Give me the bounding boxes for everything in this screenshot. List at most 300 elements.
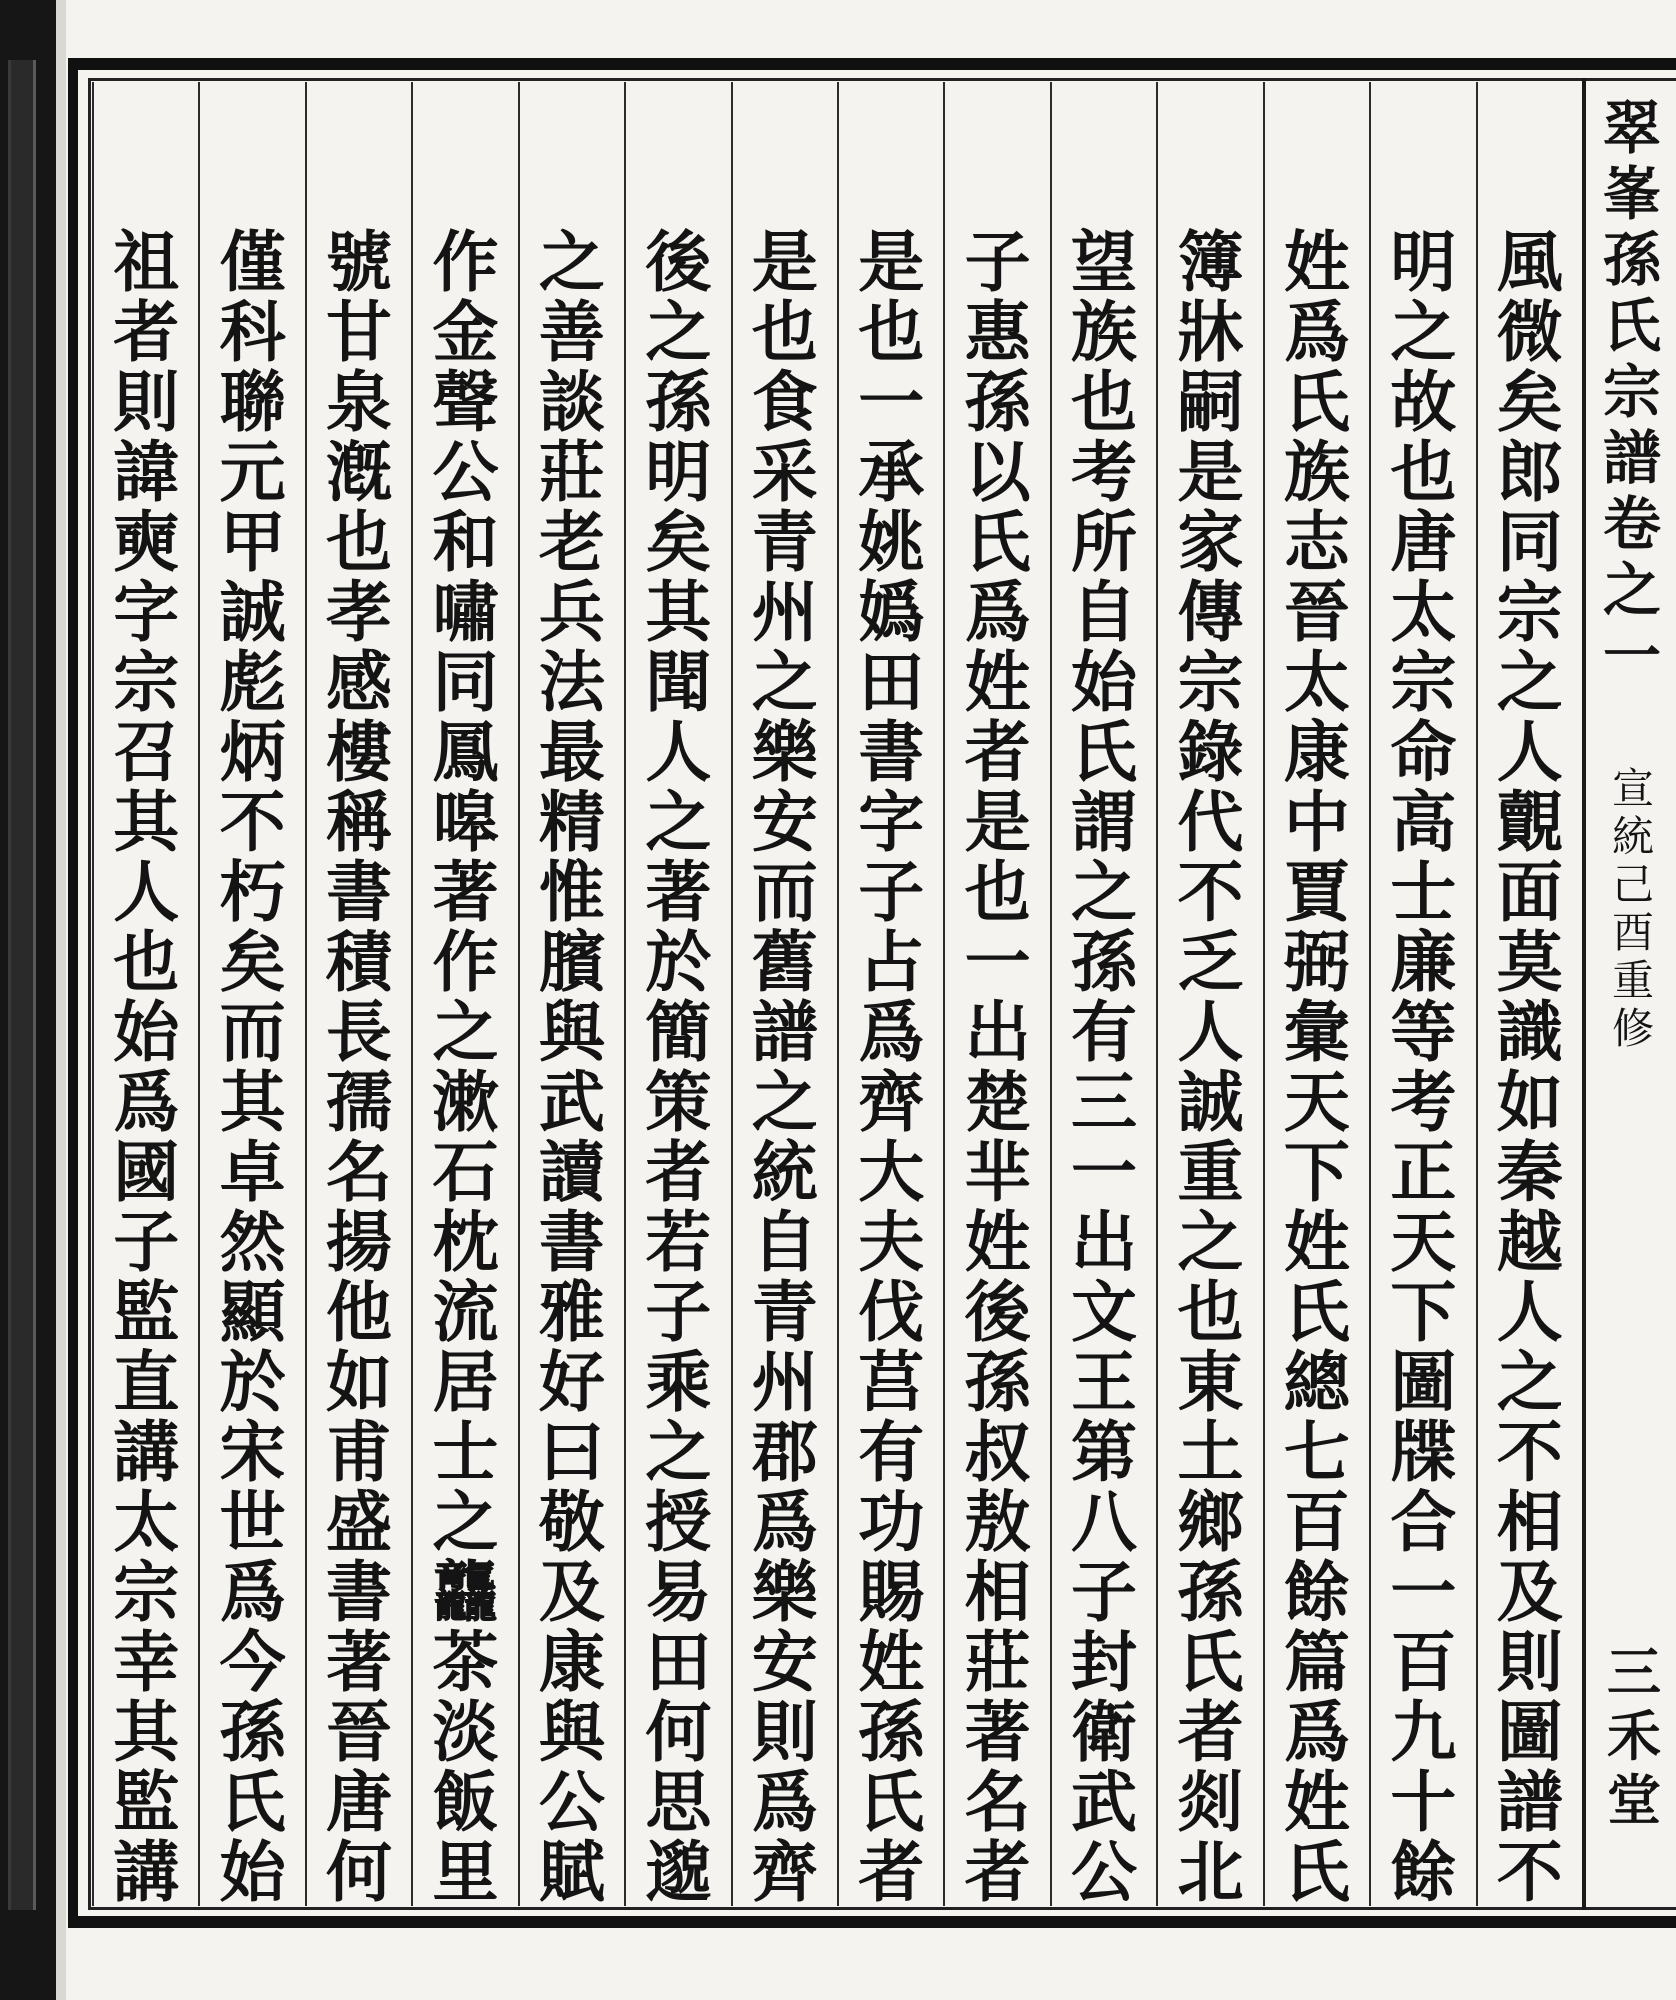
character: 居 xyxy=(432,1343,499,1421)
character: 剡 xyxy=(1177,1763,1244,1841)
character: 流 xyxy=(432,1273,499,1351)
character: 之 xyxy=(432,1483,499,1561)
character: 謂 xyxy=(1071,783,1138,861)
character: 太 xyxy=(1390,573,1457,651)
character: 漱 xyxy=(432,1063,499,1141)
character: 書 xyxy=(538,1203,605,1281)
character: 飯 xyxy=(432,1763,499,1841)
character: 是 xyxy=(858,223,925,301)
character: 監 xyxy=(113,1763,180,1841)
character: 傳 xyxy=(1177,573,1244,651)
character: 之 xyxy=(538,223,605,301)
character: 也 xyxy=(1390,433,1457,511)
character: 祖 xyxy=(113,223,180,301)
character: 鳳 xyxy=(432,713,499,791)
character: 志 xyxy=(1283,503,1350,581)
character: 他 xyxy=(326,1273,393,1351)
character: 甘 xyxy=(326,293,393,371)
character: 是 xyxy=(751,223,818,301)
character: 甫 xyxy=(326,1413,393,1491)
character: 後 xyxy=(645,223,712,301)
character: 孫 xyxy=(858,1693,925,1771)
title-char: 氏 xyxy=(1602,292,1661,360)
character: 子 xyxy=(113,1203,180,1281)
character: 考 xyxy=(1071,433,1138,511)
text-column xyxy=(1156,82,1262,1911)
character: 國 xyxy=(113,1133,180,1211)
character: 而 xyxy=(219,993,286,1071)
character: 與 xyxy=(538,1693,605,1771)
character: 誠 xyxy=(1177,1063,1244,1141)
hall-char: 堂 xyxy=(1607,1768,1661,1832)
character: 莒 xyxy=(858,1343,925,1421)
character: 食 xyxy=(751,363,818,441)
character: 著 xyxy=(645,853,712,931)
character: 始 xyxy=(219,1833,286,1911)
character: 州 xyxy=(751,1343,818,1421)
column-text xyxy=(1158,223,1262,1911)
character: 土 xyxy=(1177,1413,1244,1491)
character: 炳 xyxy=(219,713,286,791)
character: 名 xyxy=(326,1133,393,1211)
character: 何 xyxy=(645,1693,712,1771)
character: 一 xyxy=(1071,1133,1138,1211)
character: 第 xyxy=(1071,1413,1138,1491)
character: 石 xyxy=(432,1133,499,1211)
character: 乏 xyxy=(1177,923,1244,1001)
character: 晉 xyxy=(1283,573,1350,651)
character: 也 xyxy=(751,293,818,371)
character: 矣 xyxy=(1496,363,1563,441)
character: 覿 xyxy=(1496,783,1563,861)
edition-char: 酉 xyxy=(1611,908,1654,957)
character: 相 xyxy=(1496,1483,1563,1561)
character: 安 xyxy=(751,783,818,861)
character: 越 xyxy=(1496,1203,1563,1281)
character: 微 xyxy=(1496,293,1563,371)
character: 姓 xyxy=(1283,1203,1350,1281)
character: 子 xyxy=(645,1273,712,1351)
character: 天 xyxy=(1390,1203,1457,1281)
character: 餘 xyxy=(1390,1833,1457,1911)
character: 讀 xyxy=(538,1133,605,1211)
character: 策 xyxy=(645,1063,712,1141)
character: 晉 xyxy=(326,1693,393,1771)
character: 則 xyxy=(751,1693,818,1771)
character: 者 xyxy=(964,713,1031,791)
character: 思 xyxy=(645,1763,712,1841)
character: 樓 xyxy=(326,713,393,791)
character: 其 xyxy=(645,573,712,651)
character: 之 xyxy=(1390,293,1457,371)
character: 太 xyxy=(1283,643,1350,721)
character: 宗 xyxy=(113,643,180,721)
character: 正 xyxy=(1390,1133,1457,1211)
character: 子 xyxy=(1071,1553,1138,1631)
character: 統 xyxy=(751,1133,818,1211)
character: 敬 xyxy=(538,1483,605,1561)
character: 子 xyxy=(964,223,1031,301)
character: 孝 xyxy=(326,573,393,651)
edition-note xyxy=(1598,765,1668,1225)
text-column xyxy=(1050,82,1156,1911)
character: 乘 xyxy=(645,1343,712,1421)
character: 感 xyxy=(326,643,393,721)
character: 東 xyxy=(1177,1343,1244,1421)
column-text xyxy=(307,223,411,1911)
character: 太 xyxy=(113,1483,180,1561)
character: 宗 xyxy=(1177,643,1244,721)
text-column xyxy=(1263,82,1369,1911)
character: 風 xyxy=(1496,223,1563,301)
character: 明 xyxy=(645,433,712,511)
character: 矣 xyxy=(219,923,286,1001)
character: 承 xyxy=(858,433,925,511)
title-char: 翠 xyxy=(1602,94,1661,162)
edition-char: 修 xyxy=(1611,1004,1654,1053)
character: 作 xyxy=(432,923,499,1001)
character: 茶 xyxy=(432,1623,499,1701)
character: 占 xyxy=(858,923,925,1001)
character: 合 xyxy=(1390,1483,1457,1561)
character: 也 xyxy=(1071,363,1138,441)
column-text xyxy=(413,223,517,1911)
character: 青 xyxy=(751,503,818,581)
character: 著 xyxy=(432,853,499,931)
character: 有 xyxy=(858,1413,925,1491)
character: 然 xyxy=(219,1203,286,1281)
character: 漑 xyxy=(326,433,393,511)
hall-char: 禾 xyxy=(1607,1704,1661,1768)
character: 齊 xyxy=(858,1063,925,1141)
character: 號 xyxy=(326,223,393,301)
character: 者 xyxy=(858,1833,925,1911)
character: 召 xyxy=(113,713,180,791)
character: 與 xyxy=(538,993,605,1071)
character: 甲 xyxy=(219,503,286,581)
character: 功 xyxy=(858,1483,925,1561)
character: 姓 xyxy=(964,1203,1031,1281)
character: 自 xyxy=(751,1203,818,1281)
character: 也 xyxy=(326,503,393,581)
character: 孫 xyxy=(645,363,712,441)
character: 之 xyxy=(1496,1343,1563,1421)
column-text xyxy=(94,223,198,1911)
character: 中 xyxy=(1283,783,1350,861)
character: 好 xyxy=(538,1343,605,1421)
character: 賈 xyxy=(1283,853,1350,931)
character: 於 xyxy=(645,923,712,1001)
character: 老 xyxy=(538,503,605,581)
text-column xyxy=(198,82,304,1911)
character: 有 xyxy=(1071,993,1138,1071)
character: 淡 xyxy=(432,1693,499,1771)
character: 唐 xyxy=(326,1763,393,1841)
character: 若 xyxy=(645,1203,712,1281)
character: 名 xyxy=(964,1763,1031,1841)
character: 下 xyxy=(1283,1133,1350,1211)
character: 重 xyxy=(1177,1133,1244,1211)
title-char: 之 xyxy=(1602,556,1661,624)
edition-char: 己 xyxy=(1611,860,1654,909)
character: 盛 xyxy=(326,1483,393,1561)
character: 長 xyxy=(326,993,393,1071)
character: 稱 xyxy=(326,783,393,861)
character: 孺 xyxy=(326,1063,393,1141)
character: 孫 xyxy=(964,363,1031,441)
character: 爲 xyxy=(751,1763,818,1841)
character: 直 xyxy=(113,1343,180,1421)
character: 廉 xyxy=(1390,923,1457,1001)
character: 衛 xyxy=(1071,1693,1138,1771)
character: 氏 xyxy=(1177,1623,1244,1701)
character: 伐 xyxy=(858,1273,925,1351)
title-char: 卷 xyxy=(1602,490,1661,558)
character: 氏 xyxy=(858,1763,925,1841)
column-text xyxy=(733,223,837,1911)
character: 所 xyxy=(1071,503,1138,581)
text-column xyxy=(518,82,624,1911)
character: 金 xyxy=(432,293,499,371)
character: 氏 xyxy=(964,503,1031,581)
text-column xyxy=(731,82,837,1911)
character: 不 xyxy=(1496,1833,1563,1911)
character: 氏 xyxy=(219,1763,286,1841)
character: 宗 xyxy=(113,1553,180,1631)
character: 簡 xyxy=(645,993,712,1071)
character: 姓 xyxy=(858,1623,925,1701)
character: 百 xyxy=(1390,1623,1457,1701)
character: 之 xyxy=(751,643,818,721)
character: 孫 xyxy=(219,1693,286,1771)
text-columns xyxy=(92,82,1582,1911)
character: 於 xyxy=(219,1343,286,1421)
character: 之 xyxy=(645,1413,712,1491)
character: 不 xyxy=(219,783,286,861)
character: 嗥 xyxy=(432,783,499,861)
character: 百 xyxy=(1283,1483,1350,1561)
character: 是 xyxy=(964,783,1031,861)
character: 泉 xyxy=(326,363,393,441)
character: 爲 xyxy=(858,993,925,1071)
column-text xyxy=(200,223,304,1911)
character: 郎 xyxy=(1496,433,1563,511)
character: 面 xyxy=(1496,853,1563,931)
character: 字 xyxy=(858,783,925,861)
title-char: 譜 xyxy=(1602,424,1661,492)
character: 代 xyxy=(1177,783,1244,861)
character: 及 xyxy=(538,1553,605,1631)
character: 宋 xyxy=(219,1413,286,1491)
character: 其 xyxy=(219,1063,286,1141)
character: 氏 xyxy=(1283,1273,1350,1351)
character: 姓 xyxy=(964,643,1031,721)
character: 青 xyxy=(751,1273,818,1351)
character: 聲 xyxy=(432,363,499,441)
character: 顯 xyxy=(219,1273,286,1351)
character: 篇 xyxy=(1283,1623,1350,1701)
character: 族 xyxy=(1283,433,1350,511)
character: 文 xyxy=(1071,1273,1138,1351)
character: 齊 xyxy=(751,1833,818,1911)
character: 叔 xyxy=(964,1413,1031,1491)
character: 惟 xyxy=(538,853,605,931)
character: 自 xyxy=(1071,573,1138,651)
character: 邈 xyxy=(645,1833,712,1911)
character: 命 xyxy=(1390,713,1457,791)
character: 孫 xyxy=(1071,923,1138,1001)
character: 一 xyxy=(1390,1553,1457,1631)
character: 談 xyxy=(538,363,605,441)
character: 天 xyxy=(1283,1063,1350,1141)
character: 家 xyxy=(1177,503,1244,581)
character: 莊 xyxy=(964,1623,1031,1701)
character: 彙 xyxy=(1283,993,1350,1071)
character: 爲 xyxy=(964,573,1031,651)
character: 田 xyxy=(645,1623,712,1701)
character: 授 xyxy=(645,1483,712,1561)
character: 科 xyxy=(219,293,286,371)
character: 孫 xyxy=(964,1343,1031,1421)
character: 考 xyxy=(1390,1063,1457,1141)
character: 書 xyxy=(858,713,925,791)
character: 九 xyxy=(1390,1693,1457,1771)
character: 龘 xyxy=(432,1553,499,1631)
character: 明 xyxy=(1390,223,1457,301)
character: 北 xyxy=(1177,1833,1244,1911)
character: 相 xyxy=(964,1553,1031,1631)
character: 是 xyxy=(1177,433,1244,511)
character: 人 xyxy=(645,713,712,791)
character: 士 xyxy=(1390,853,1457,931)
character: 夫 xyxy=(858,1203,925,1281)
character: 姓 xyxy=(1283,223,1350,301)
character: 公 xyxy=(432,433,499,511)
character: 譜 xyxy=(1496,1763,1563,1841)
text-column xyxy=(624,82,730,1911)
character: 之 xyxy=(1071,853,1138,931)
character: 王 xyxy=(1071,1343,1138,1421)
character: 爲 xyxy=(1283,1693,1350,1771)
hall-name xyxy=(1594,1640,1674,1900)
character: 爲 xyxy=(113,1063,180,1141)
character: 公 xyxy=(1071,1833,1138,1911)
character: 里 xyxy=(432,1833,499,1911)
character: 七 xyxy=(1283,1413,1350,1491)
spine-edge xyxy=(8,60,36,1910)
character: 惠 xyxy=(964,293,1031,371)
character: 之 xyxy=(645,783,712,861)
character: 郡 xyxy=(751,1413,818,1491)
text-column xyxy=(411,82,517,1911)
character: 作 xyxy=(432,223,499,301)
character: 氏 xyxy=(1283,1833,1350,1911)
character: 始 xyxy=(113,993,180,1071)
character: 何 xyxy=(326,1833,393,1911)
character: 法 xyxy=(538,643,605,721)
hall-char: 三 xyxy=(1607,1640,1661,1704)
character: 氏 xyxy=(1071,713,1138,791)
character: 僅 xyxy=(219,223,286,301)
character: 安 xyxy=(751,1623,818,1701)
character: 不 xyxy=(1496,1413,1563,1491)
character: 賜 xyxy=(858,1553,925,1631)
character: 三 xyxy=(1071,1063,1138,1141)
character: 不 xyxy=(1177,853,1244,931)
character: 臏 xyxy=(538,923,605,1001)
character: 雅 xyxy=(538,1273,605,1351)
character: 宗 xyxy=(1390,643,1457,721)
edition-char: 重 xyxy=(1611,956,1654,1005)
character: 者 xyxy=(964,1833,1031,1911)
character: 秦 xyxy=(1496,1133,1563,1211)
character: 大 xyxy=(858,1133,925,1211)
character: 楚 xyxy=(964,1063,1031,1141)
character: 曰 xyxy=(538,1413,605,1491)
character: 人 xyxy=(1177,993,1244,1071)
character: 之 xyxy=(1177,1203,1244,1281)
character: 譜 xyxy=(751,993,818,1071)
character: 著 xyxy=(326,1623,393,1701)
column-text xyxy=(1371,223,1475,1911)
column-text xyxy=(945,223,1049,1911)
character: 如 xyxy=(326,1343,393,1421)
character: 人 xyxy=(1496,1273,1563,1351)
character: 出 xyxy=(1071,1203,1138,1281)
character: 氏 xyxy=(1283,363,1350,441)
character: 士 xyxy=(432,1413,499,1491)
character: 兵 xyxy=(538,573,605,651)
character: 字 xyxy=(113,573,180,651)
character: 莊 xyxy=(538,433,605,511)
character: 樂 xyxy=(751,713,818,791)
edition-char: 宣 xyxy=(1611,764,1654,813)
character: 最 xyxy=(538,713,605,791)
character: 之 xyxy=(645,293,712,371)
text-column xyxy=(943,82,1049,1911)
character: 嬀 xyxy=(858,573,925,651)
character: 牀 xyxy=(1177,293,1244,371)
character: 善 xyxy=(538,293,605,371)
character: 一 xyxy=(964,923,1031,1001)
character: 敖 xyxy=(964,1483,1031,1561)
character: 芈 xyxy=(964,1133,1031,1211)
character: 其 xyxy=(113,1693,180,1771)
character: 今 xyxy=(219,1623,286,1701)
character: 則 xyxy=(1496,1623,1563,1701)
title-char: 孫 xyxy=(1602,226,1661,294)
character: 爲 xyxy=(219,1553,286,1631)
character: 如 xyxy=(1496,1063,1563,1141)
title-char: 峯 xyxy=(1602,160,1661,228)
character: 矣 xyxy=(645,503,712,581)
character: 州 xyxy=(751,573,818,651)
character: 八 xyxy=(1071,1483,1138,1561)
page-gutter xyxy=(56,0,66,2000)
character: 也 xyxy=(964,853,1031,931)
character: 講 xyxy=(113,1413,180,1491)
character: 圖 xyxy=(1390,1343,1457,1421)
character: 及 xyxy=(1496,1553,1563,1631)
character: 康 xyxy=(1283,713,1350,791)
character: 之 xyxy=(432,993,499,1071)
character: 簿 xyxy=(1177,223,1244,301)
character: 人 xyxy=(1496,713,1563,791)
character: 族 xyxy=(1071,293,1138,371)
character: 武 xyxy=(538,1063,605,1141)
character: 也 xyxy=(1177,1273,1244,1351)
character: 也 xyxy=(858,293,925,371)
